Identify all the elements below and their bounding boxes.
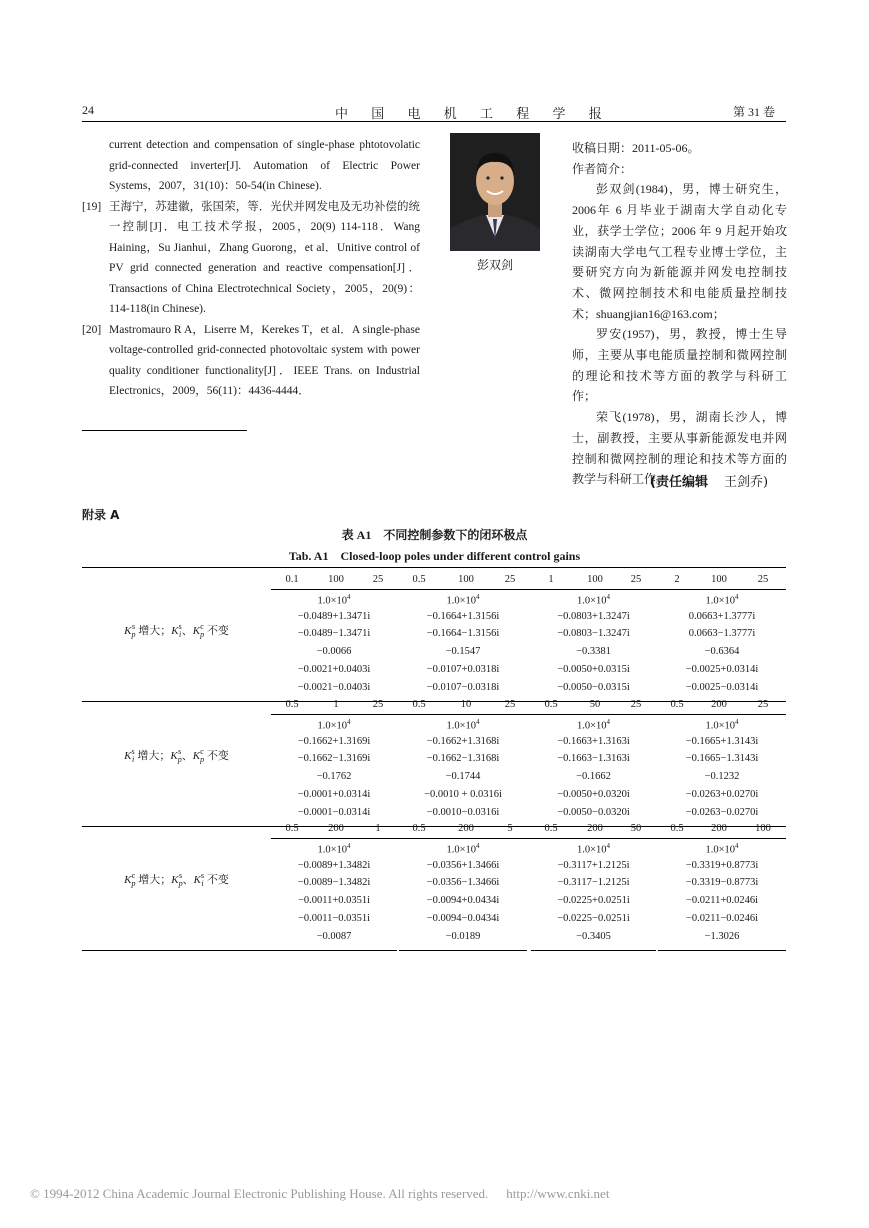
param-value: 1 xyxy=(333,699,339,710)
pole-value: −0.1662+1.3168i xyxy=(426,735,500,747)
pole-value: $1.0\times 10^4$ xyxy=(705,593,739,607)
pole-value: −0.0489+1.3471i xyxy=(297,610,371,622)
author-bio-paragraph: 彭双剑(1984)，男，博士研究生，2006年 6 月毕业于湖南大学自动化专业，获学士学位；2006 年 9 月起开始攻读湖南大学电气工程专业博士学位，主要研究方向为新能源并网发电控制技术、微网控制技术和电能质量控制技术；shuangjian16@163.com； xyxy=(572,182,787,321)
param-value: 100 xyxy=(755,823,771,834)
appendix-label: 附录 A xyxy=(82,508,120,522)
table-caption-en: Tab. A1 Closed-loop poles under different control gains xyxy=(288,549,581,563)
param-value: 25 xyxy=(372,574,384,585)
reference-text: 王海宁，苏建徽，张国荣，等．光伏并网发电及无功补偿的统一控制[J]．电工技术学报，2005，20(9) 114-118．Wang Haining，Su Jianhui，Zhang Guorong，et al．Unitive control of PV grid connected generation and reactive compensation[J]．Transactions of China Electrotechnical Society，2005，20(9)：114-118(in Chinese). xyxy=(109,200,420,315)
row-label: K s i 增大；K s p 、K c p 不变 xyxy=(124,747,229,765)
reference-item xyxy=(82,320,420,402)
pole-value: −0.1665−1.3143i xyxy=(685,753,759,765)
pole-value: −0.3405 xyxy=(576,930,611,942)
param-value: 1 xyxy=(375,823,381,834)
pole-value: −0.0356+1.3466i xyxy=(426,859,500,871)
pole-value: 0.0663−1.3777i xyxy=(688,628,756,640)
param-value: 100 xyxy=(587,574,603,585)
pole-value: −0.0010 + 0.0316i xyxy=(424,788,502,800)
param-value: 25 xyxy=(630,699,642,710)
param-value: 50 xyxy=(630,823,642,834)
param-rule xyxy=(271,589,786,590)
pole-value: −0.1664−1.3156i xyxy=(426,628,500,640)
pole-value: −0.1663−1.3163i xyxy=(557,753,630,765)
copyright-text: © 1994-2012 China Academic Journal Electronic Publishing House. All rights reserved. xyxy=(30,1186,489,1201)
param-value: 100 xyxy=(458,574,474,585)
table-caption-cn: 表 A1 不同控制参数下的闭环极点 xyxy=(341,528,528,542)
page-number: 24 xyxy=(82,103,94,117)
pole-value: −0.1662 xyxy=(576,771,611,783)
pole-value: −0.0010−0.0316i xyxy=(426,806,500,818)
pole-value: −0.0225+0.0251i xyxy=(557,895,630,907)
pole-value: −0.0094−0.0434i xyxy=(426,912,500,924)
pole-value: $1.0\times 10^4$ xyxy=(317,842,351,856)
table-bottom-rule xyxy=(82,950,271,951)
pole-value: −0.0263+0.0270i xyxy=(685,788,759,800)
pole-value: −0.1662−1.3168i xyxy=(426,753,500,765)
reference-number: [19] xyxy=(82,200,102,213)
pole-value: −0.0087 xyxy=(316,930,352,942)
pole-value: −0.0263−0.0270i xyxy=(685,806,759,818)
pole-value: −0.0011−0.0351i xyxy=(297,912,371,924)
pole-value: −0.0025−0.0314i xyxy=(685,681,759,693)
reference-text: Mastromauro R A，Liserre M，Kerekes T，et al．A single-phase voltage-controlled grid-connected photovoltaic system with power quality conditioner functionality[J]．IEEE Trans. on Industrial Electronics，2009，56(11)：4436-4444． xyxy=(109,323,420,397)
pole-value: −0.1662+1.3169i xyxy=(297,735,371,747)
pole-value: −0.1663+1.3163i xyxy=(557,735,630,747)
param-value: 0.5 xyxy=(285,823,299,834)
pole-value: $1.0\times 10^4$ xyxy=(705,718,739,732)
pole-value: −0.3381 xyxy=(576,646,611,658)
journal-title: 中 国 电 机 工 程 学 报 xyxy=(335,106,612,121)
param-rule xyxy=(271,838,786,839)
pole-value: −0.0025+0.0314i xyxy=(685,663,759,675)
pole-value: −0.3319−0.8773i xyxy=(685,877,759,889)
pole-value: $1.0\times 10^4$ xyxy=(317,718,351,732)
author-portrait-image xyxy=(450,133,540,251)
param-value: 0.5 xyxy=(670,823,684,834)
pole-value: −0.0803+1.3247i xyxy=(557,610,630,622)
param-rule xyxy=(271,714,786,715)
footer-url: http://www.cnki.net xyxy=(506,1186,610,1201)
author-bio xyxy=(572,138,787,490)
param-value: 100 xyxy=(711,574,727,585)
pole-value: −0.0225−0.0251i xyxy=(557,912,630,924)
param-value: 0.1 xyxy=(285,574,299,585)
param-value: 100 xyxy=(328,574,344,585)
param-value: 25 xyxy=(372,699,384,710)
param-value: 2 xyxy=(674,574,680,585)
pole-value: −0.0089−1.3482i xyxy=(297,877,371,889)
pole-value: $1.0\times 10^4$ xyxy=(576,593,611,607)
editor-name: 王剑乔) xyxy=(723,475,769,490)
pole-value: −0.0489−1.3471i xyxy=(297,628,371,640)
table-top-rule xyxy=(82,567,786,568)
pole-value: −0.1232 xyxy=(704,771,740,783)
pole-value: $1.0\times 10^4$ xyxy=(446,593,480,607)
table-bottom-rule xyxy=(531,950,656,951)
copyright-footer xyxy=(30,1186,609,1202)
param-value: 0.5 xyxy=(412,823,426,834)
param-value: 50 xyxy=(589,699,601,710)
param-value: 25 xyxy=(757,574,769,585)
param-value: 25 xyxy=(504,699,516,710)
row-label: K s p 增大；K s i 、K c p 不变 xyxy=(124,622,229,640)
pole-value: −0.1547 xyxy=(445,646,481,658)
reference-item xyxy=(82,135,420,197)
pole-value: −0.0107−0.0318i xyxy=(426,681,500,693)
pole-value: $1.0\times 10^4$ xyxy=(446,718,480,732)
pole-value: −0.0107+0.0318i xyxy=(426,663,500,675)
param-value: 1 xyxy=(548,574,554,585)
received-date: 收稿日期：2011-05-06。 xyxy=(572,141,700,155)
pole-value: −0.0050−0.0315i xyxy=(557,681,630,693)
reference-text: current detection and compensation of single-phase phtotovolatic grid-connected inverter[J]. Automation of Electric Power Systems，2007，31(10)：50-54(in Chinese). xyxy=(109,139,420,192)
param-value: 200 xyxy=(587,823,603,834)
param-value: 0.5 xyxy=(412,699,426,710)
pole-value: −0.1665+1.3143i xyxy=(685,735,759,747)
pole-value: −0.1664+1.3156i xyxy=(426,610,500,622)
pole-value: −0.0050+0.0320i xyxy=(557,788,630,800)
pole-value: −0.6364 xyxy=(704,646,740,658)
pole-value: $1.0\times 10^4$ xyxy=(576,718,611,732)
responsible-editor xyxy=(650,471,768,490)
pole-value: −0.0211+0.0246i xyxy=(685,895,759,907)
param-value: 0.5 xyxy=(285,699,299,710)
author-bio-paragraph: 罗安(1957)，男，教授，博士生导师，主要从事电能质量控制和微网控制的理论和技术等方面的教学与科研工作； xyxy=(572,327,787,404)
pole-value: −0.0021−0.0403i xyxy=(297,681,371,693)
param-value: 200 xyxy=(711,823,727,834)
pole-value: $1.0\times 10^4$ xyxy=(705,842,739,856)
photo-caption: 彭双剑 xyxy=(476,258,513,272)
pole-value: $1.0\times 10^4$ xyxy=(446,842,480,856)
pole-value: −0.0211−0.0246i xyxy=(685,912,759,924)
param-value: 25 xyxy=(757,699,769,710)
pole-value: −0.0050+0.0315i xyxy=(557,663,630,675)
param-value: 200 xyxy=(328,823,344,834)
param-value: 0.5 xyxy=(670,699,684,710)
volume-label: 第 31 卷 xyxy=(733,105,776,119)
pole-value: −0.0066 xyxy=(316,646,352,658)
pole-value: −0.1762 xyxy=(316,771,352,783)
param-value: 200 xyxy=(458,823,474,834)
param-value: 0.5 xyxy=(544,823,558,834)
pole-value: −0.0001−0.0314i xyxy=(297,806,371,818)
reference-number: [20] xyxy=(82,323,102,336)
param-value: 25 xyxy=(504,574,516,585)
pole-value: −1.3026 xyxy=(704,930,740,942)
pole-value: −0.0803−1.3247i xyxy=(557,628,630,640)
pole-value: 0.0663+1.3777i xyxy=(688,610,756,622)
footnote-rule xyxy=(82,430,247,431)
pole-value: −0.0011+0.0351i xyxy=(297,895,371,907)
author-bio-paragraph: 荣飞(1978)，男，湖南长沙人，博士，副教授，主要从事新能源发电并网控制和微网控制的理论和技术等方面的教学与科研工作。 xyxy=(572,410,787,487)
pole-value: −0.3117−1.2125i xyxy=(557,877,630,889)
param-value: 25 xyxy=(630,574,642,585)
pole-value: −0.0094+0.0434i xyxy=(426,895,500,907)
param-value: 5 xyxy=(507,823,513,834)
param-value: 200 xyxy=(711,699,727,710)
row-label: K c p 增大；K s p 、K s i 不变 xyxy=(124,871,229,889)
pole-value: −0.0050−0.0320i xyxy=(557,806,630,818)
pole-value: −0.0356−1.3466i xyxy=(426,877,500,889)
pole-value: −0.0001+0.0314i xyxy=(297,788,371,800)
pole-value: −0.1662−1.3169i xyxy=(297,753,371,765)
table-bottom-rule xyxy=(658,950,786,951)
pole-value: $1.0\times 10^4$ xyxy=(576,842,611,856)
header-rule xyxy=(82,121,786,122)
param-value: 10 xyxy=(460,699,472,710)
editor-label: (责任编辑 xyxy=(650,475,708,490)
author-photo xyxy=(450,133,540,251)
param-value: 0.5 xyxy=(544,699,558,710)
pole-value: −0.0021+0.0403i xyxy=(297,663,371,675)
reference-item xyxy=(82,197,420,320)
pole-value: −0.0189 xyxy=(445,930,481,942)
param-value: 0.5 xyxy=(412,574,426,585)
author-intro-title: 作者简介： xyxy=(572,161,633,176)
pole-value: $1.0\times 10^4$ xyxy=(317,593,351,607)
pole-value: −0.3319+0.8773i xyxy=(685,859,759,871)
pole-value: −0.3117+1.2125i xyxy=(557,859,630,871)
table-bottom-rule xyxy=(271,950,397,951)
table-bottom-rule xyxy=(399,950,527,951)
reference-list xyxy=(82,135,420,402)
pole-value: −0.0089+1.3482i xyxy=(297,859,371,871)
pole-value: −0.1744 xyxy=(445,771,481,783)
